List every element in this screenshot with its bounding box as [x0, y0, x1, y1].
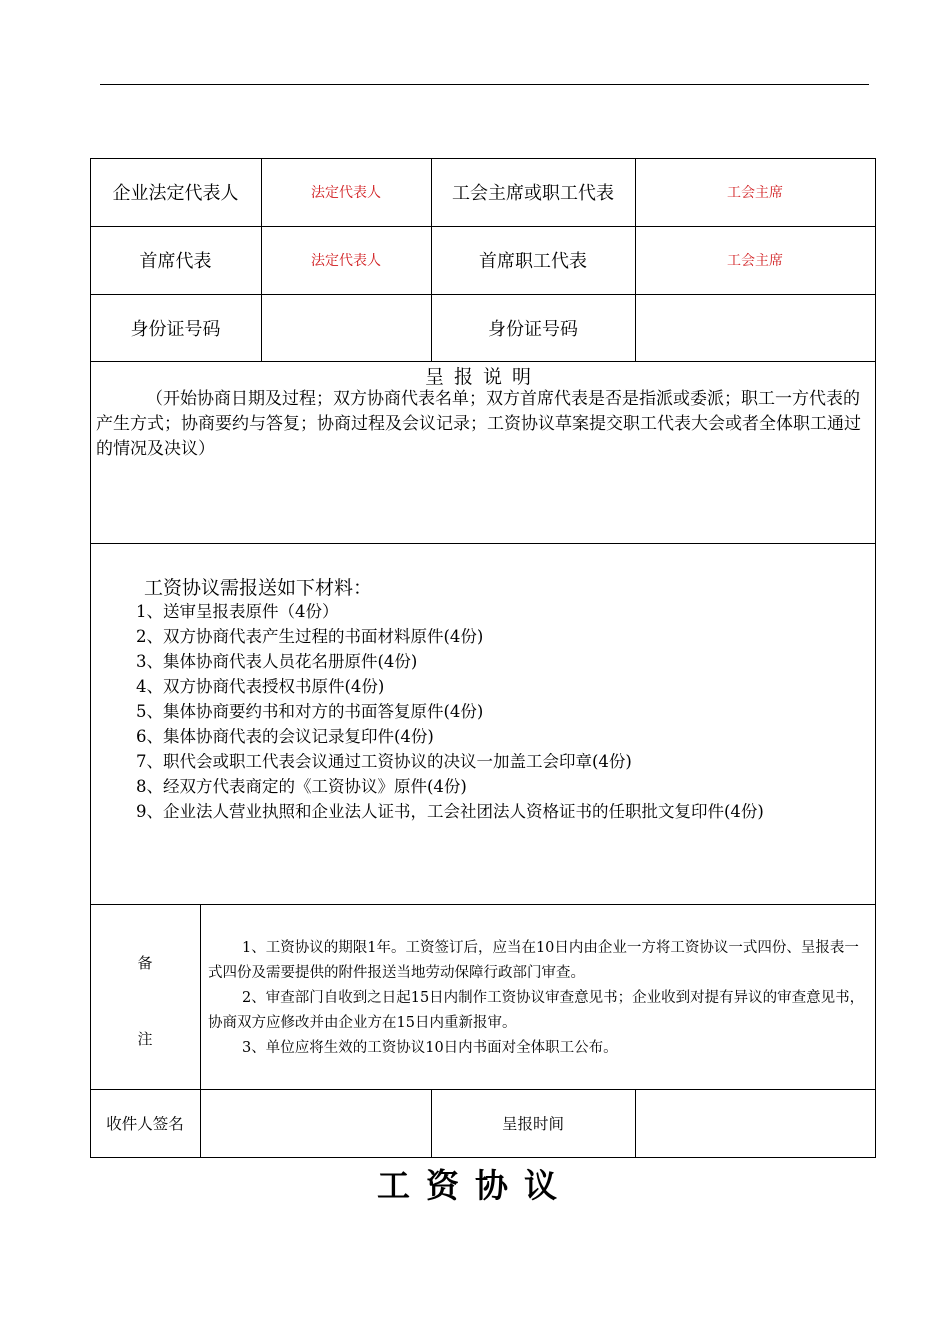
id-number-field-right[interactable]	[635, 294, 875, 361]
legal-rep-field[interactable]: 法定代表人	[311, 185, 381, 201]
document-title: 工资协议	[377, 1166, 573, 1205]
header-rule	[100, 84, 869, 85]
list-item: 9、企业法人营业执照和企业法人证书，工会社团法人资格证书的任职批文复印件(4份)	[136, 802, 764, 821]
chief-worker-rep-label: 首席职工代表	[479, 251, 587, 272]
note-item: 1、工资协议的期限1年。工资签订后，应当在10日内由企业一方将工资协议一式四份、呈报表一式四份及需要提供的附件报送当地劳动保障行政部门审查。	[208, 940, 859, 981]
materials-title: 工资协议需报送如下材料：	[144, 577, 373, 599]
legal-rep-label: 企业法定代表人	[112, 183, 239, 204]
report-section-body[interactable]: （开始协商日期及过程；双方协商代表名单；双方首席代表是否是指派或委派；职工一方代表的产生方式；协商要约与答复；协商过程及会议记录；工资协议草案提交职工代表大会或者全体职工通过的情况及决议）	[96, 389, 861, 459]
form-border-right	[875, 158, 876, 1158]
union-chair-field[interactable]: 工会主席	[727, 185, 783, 201]
notes-label-2: 注	[137, 1030, 153, 1048]
chief-rep-field[interactable]: 法定代表人	[311, 253, 381, 269]
notes-body	[208, 936, 868, 1061]
list-item: 2、双方协商代表产生过程的书面材料原件(4份)	[136, 627, 484, 646]
report-form	[90, 158, 876, 1158]
list-item: 4、双方协商代表授权书原件(4份)	[136, 677, 385, 696]
list-item: 8、经双方代表商定的《工资协议》原件(4份)	[136, 777, 467, 796]
receiver-signature-label: 收件人签名	[106, 1115, 184, 1133]
note-item: 3、单位应将生效的工资协议10日内书面对全体职工公布。	[242, 1040, 618, 1056]
list-item: 3、集体协商代表人员花名册原件(4份)	[136, 652, 418, 671]
chief-rep-label: 首席代表	[139, 251, 212, 272]
list-item: 1、送审呈报表原件（4份）	[136, 602, 339, 621]
notes-label-1: 备	[137, 954, 153, 972]
report-section-title: 呈报说明	[424, 366, 541, 388]
id-number-label-left: 身份证号码	[130, 318, 221, 340]
form-border-bottom	[90, 1157, 876, 1158]
union-chair-label: 工会主席或职工代表	[452, 183, 614, 204]
note-item: 2、审查部门自收到之日起15日内制作工资协议审查意见书；企业收到对提有异议的审查意见书，协商双方应修改并由企业方在15日内重新报审。	[208, 990, 865, 1031]
materials-list	[136, 599, 764, 824]
list-item: 7、职代会或职工代表会议通过工资协议的决议一加盖工会印章(4份)	[136, 752, 632, 771]
id-number-field-left[interactable]	[261, 294, 431, 361]
list-item: 5、集体协商要约书和对方的书面答复原件(4份)	[136, 702, 484, 721]
report-time-label: 呈报时间	[501, 1115, 564, 1133]
list-item: 6、集体协商代表的会议记录复印件(4份)	[136, 727, 434, 746]
chief-worker-rep-field[interactable]: 工会主席	[727, 253, 783, 269]
row-divider	[90, 904, 876, 905]
row-divider	[90, 543, 876, 544]
receiver-signature-field[interactable]	[200, 1089, 431, 1157]
report-time-field[interactable]	[635, 1089, 875, 1157]
id-number-label-right: 身份证号码	[488, 318, 578, 340]
